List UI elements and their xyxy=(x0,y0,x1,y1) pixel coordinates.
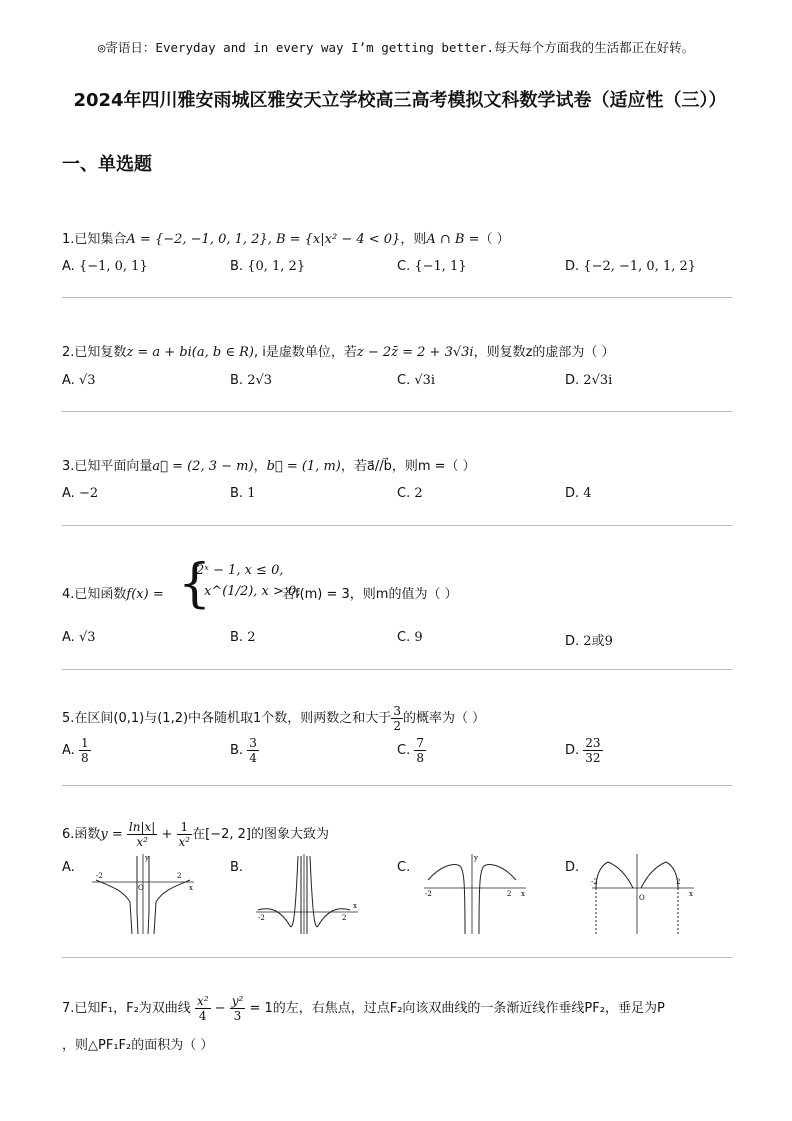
question-2-stem: 2.已知复数z = a + bi(a, b ∈ R), i是虚数单位，若z − 2z̄ = 2 + 3√3i，则复数z的虚部为（ ） xyxy=(62,345,615,360)
question-4-option-b[interactable]: B. 2 xyxy=(230,630,256,645)
question-2-option-d[interactable]: D. 2√3i xyxy=(565,373,613,388)
svg-text:2: 2 xyxy=(342,914,347,922)
divider xyxy=(62,957,732,958)
graph-option-b[interactable] xyxy=(252,852,362,936)
question-1-option-a[interactable]: A. {−1, 0, 1} xyxy=(62,259,148,274)
piecewise-case-1: 2ˣ − 1, x ≤ 0, xyxy=(196,563,284,578)
svg-text:-2: -2 xyxy=(258,914,265,922)
question-6-option-c-label[interactable]: C. xyxy=(397,860,411,875)
divider xyxy=(62,785,732,786)
svg-text:-2: -2 xyxy=(425,890,432,898)
divider xyxy=(62,411,732,412)
question-1-option-b[interactable]: B. {0, 1, 2} xyxy=(230,259,306,274)
piecewise-brace: { xyxy=(178,554,212,614)
question-5-option-d[interactable]: D. $\frac{23}{32}$ xyxy=(565,736,601,765)
svg-text:x: x xyxy=(353,902,357,910)
question-6-option-b-label[interactable]: B. xyxy=(230,860,244,875)
question-6-stem: 6.函数y = $\frac{\ln|x|}{\text{x²}}$ + $\frac{1}{\text{x²}}$ 在[−2, 2]的图象大致为 xyxy=(62,820,329,849)
question-2-option-a[interactable]: A. √3 xyxy=(62,373,96,388)
svg-text:x: x xyxy=(189,884,193,892)
question-1-stem: 1.已知集合A = {−2, −1, 0, 1, 2}, B = {x|x² − 4 < 0}，则A ∩ B =（ ） xyxy=(62,232,510,247)
svg-text:-2: -2 xyxy=(96,872,103,880)
question-6-option-d-label[interactable]: D. xyxy=(565,860,580,875)
question-1-option-c[interactable]: C. {−1, 1} xyxy=(397,259,467,274)
question-3-stem: 3.已知平面向量a⃗ = (2, 3 − m)，b⃗ = (1, m)，若a⃗//b⃗，则m =（ ） xyxy=(62,459,476,474)
question-7-stem-line-1: 7.已知F₁，F₂为双曲线 $\frac{\text{x²}}{4}$ − $\frac{\text{y²}}{3}$ = 1的左，右焦点，过点F₂向该双曲线的一条渐近线作垂线PF₂，垂足为P xyxy=(62,994,665,1023)
divider xyxy=(62,669,732,670)
svg-text:-2: -2 xyxy=(591,878,598,886)
svg-text:2: 2 xyxy=(177,872,182,880)
divider xyxy=(62,525,732,526)
question-5-stem: 5.在区间(0,1)与(1,2)中各随机取1个数，则两数之和大于 $\frac{3}{2}$ 的概率为（ ） xyxy=(62,704,486,733)
piecewise-case-2: x^(1/2), x > 0, xyxy=(204,584,301,599)
svg-text:y: y xyxy=(145,854,149,862)
question-5-option-b[interactable]: B. $\frac{3}{4}$ xyxy=(230,736,257,765)
question-4-option-a[interactable]: A. √3 xyxy=(62,630,96,645)
graph-option-d[interactable] xyxy=(588,852,698,936)
question-6-option-a-label[interactable]: A. xyxy=(62,860,75,875)
question-4-stem-suffix: 若f(m) = 3，则m的值为（ ） xyxy=(282,587,458,602)
svg-text:x: x xyxy=(521,890,525,898)
question-5-option-c[interactable]: C. $\frac{7}{8}$ xyxy=(397,736,424,765)
question-7-stem-line-2: ，则△PF₁F₂的面积为（ ） xyxy=(62,1038,214,1053)
svg-text:2: 2 xyxy=(676,878,681,886)
page-title: 2024年四川雅安雨城区雅安天立学校高三高考模拟文科数学试卷（适应性（三）） xyxy=(73,90,727,111)
question-3-option-d[interactable]: D. 4 xyxy=(565,486,592,501)
svg-text:2: 2 xyxy=(507,890,512,898)
svg-text:O: O xyxy=(138,884,144,892)
question-3-option-c[interactable]: C. 2 xyxy=(397,486,423,501)
question-4-option-d[interactable]: D. 2或9 xyxy=(565,634,613,649)
divider xyxy=(62,297,732,298)
fraction: $\frac{3}{2}$ xyxy=(393,704,401,733)
question-3-option-a[interactable]: A. −2 xyxy=(62,486,99,501)
svg-text:O: O xyxy=(639,894,645,902)
svg-text:y: y xyxy=(474,854,478,862)
question-2-option-c[interactable]: C. √3i xyxy=(397,373,436,388)
graph-option-c[interactable] xyxy=(420,852,530,936)
question-4-stem-prefix: 4.已知函数f(x) = xyxy=(62,587,164,602)
question-3-option-b[interactable]: B. 1 xyxy=(230,486,256,501)
motto-line: ◎寄语日：Everyday and in every way I’m getting better.每天每个方面我的生活都正在好转。 xyxy=(97,40,695,55)
question-4-option-c[interactable]: C. 9 xyxy=(397,630,423,645)
question-1-option-d[interactable]: D. {−2, −1, 0, 1, 2} xyxy=(565,259,697,274)
svg-text:x: x xyxy=(689,890,693,898)
section-heading: 一、单选题 xyxy=(62,154,152,175)
graph-option-a[interactable] xyxy=(88,852,198,936)
question-5-option-a[interactable]: A. $\frac{1}{8}$ xyxy=(62,736,89,765)
question-2-option-b[interactable]: B. 2√3 xyxy=(230,373,273,388)
